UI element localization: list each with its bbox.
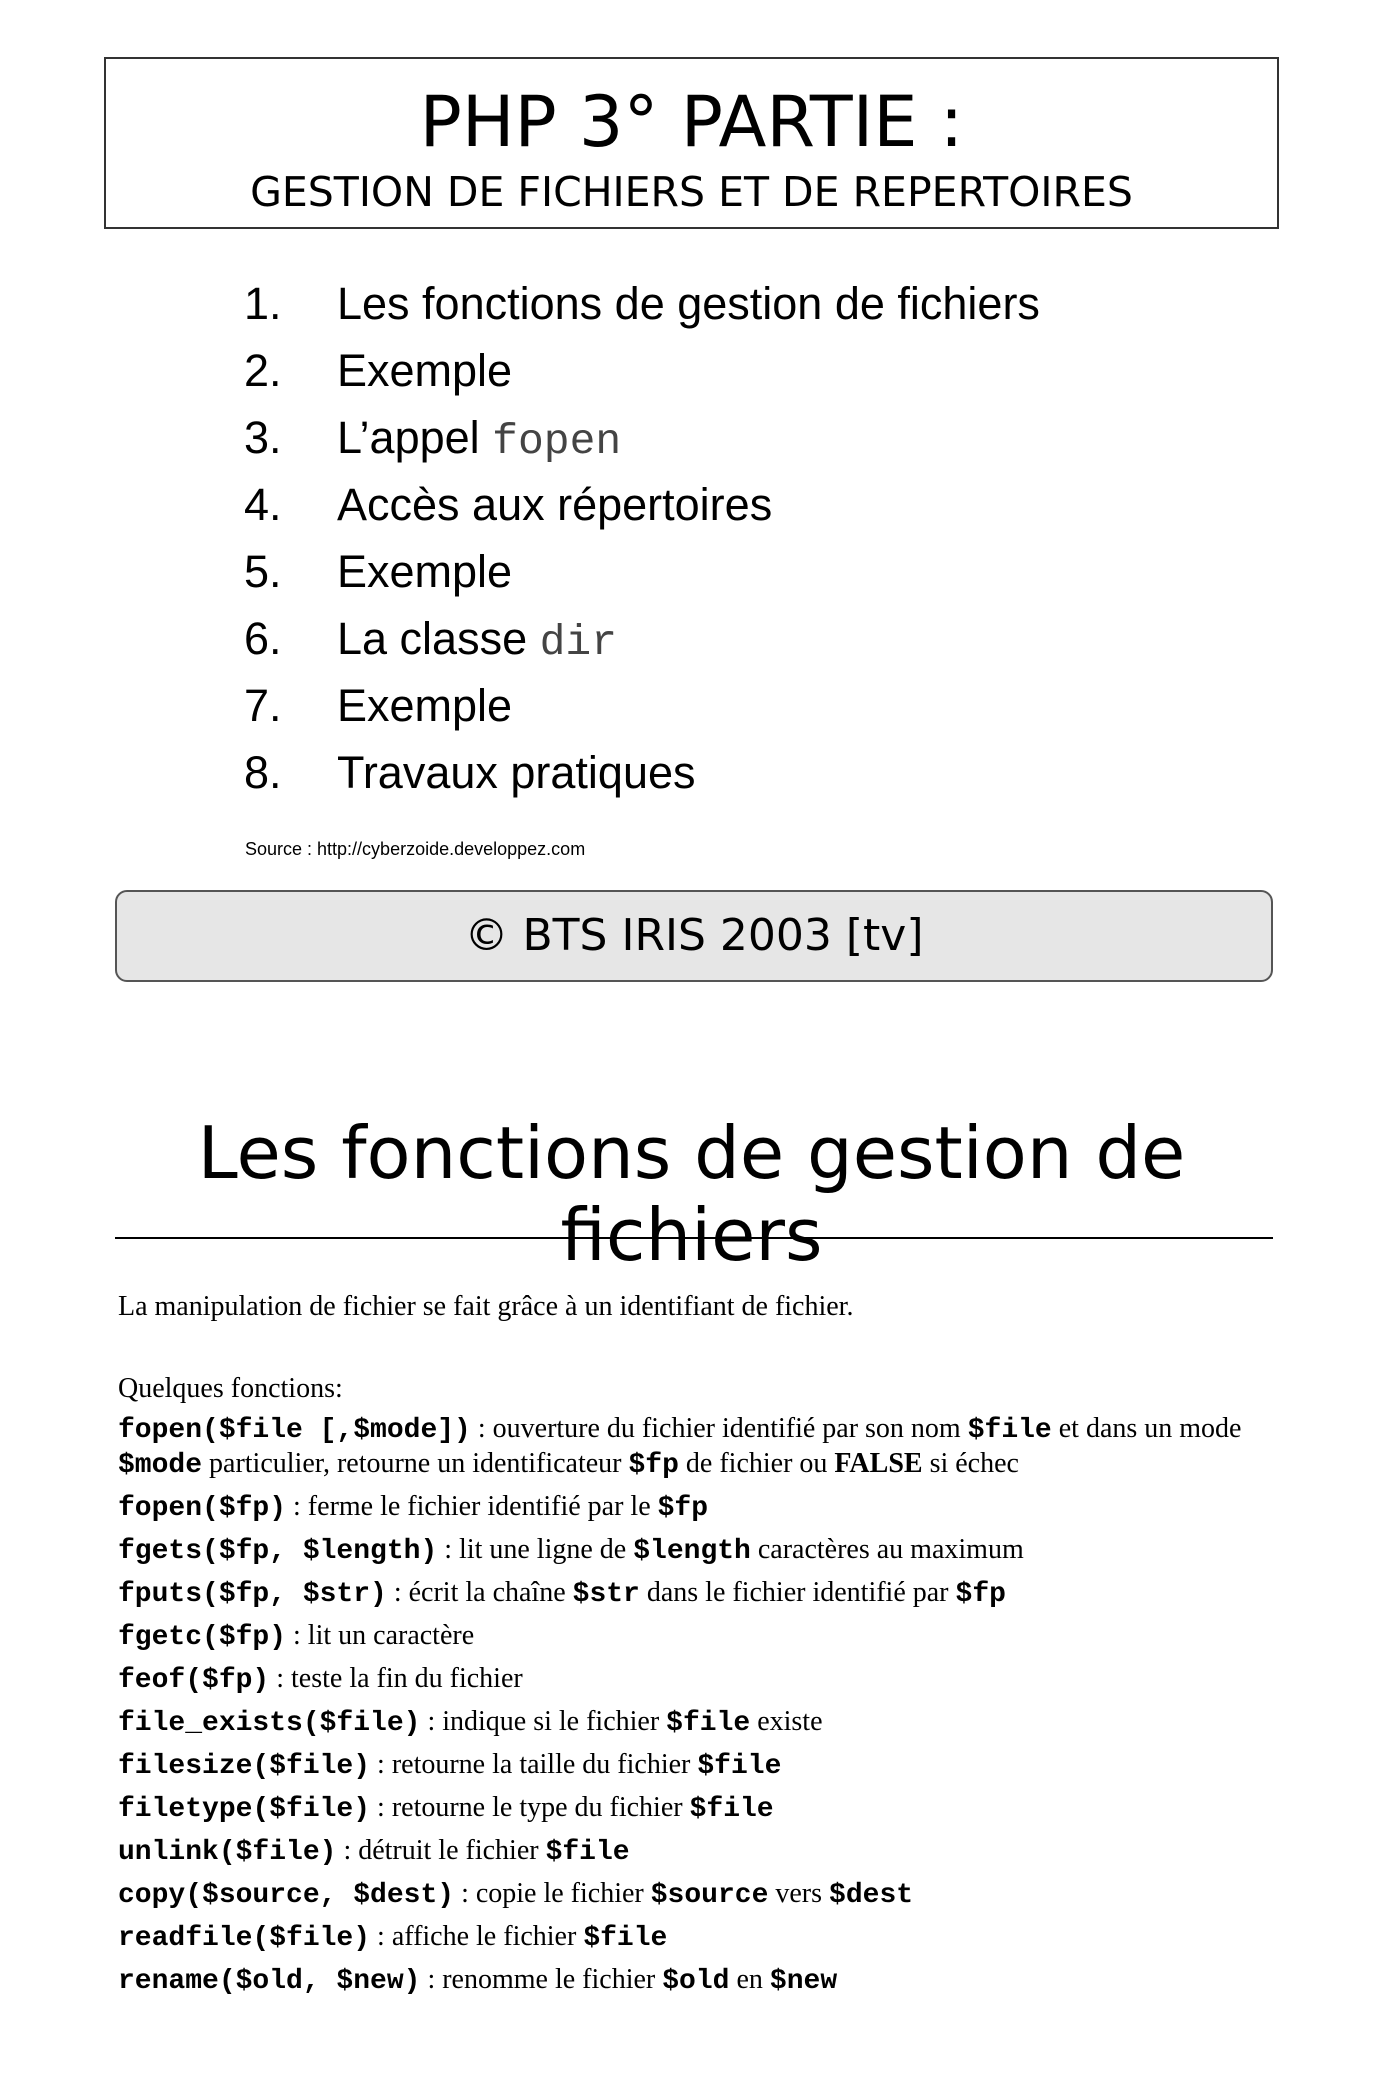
code-text: $fp: [657, 1493, 709, 1524]
toc-item: [244, 672, 1040, 739]
code-text: $mode: [118, 1450, 203, 1481]
code-text: copy($source, $dest): [118, 1880, 455, 1911]
code-text: filesize($file): [118, 1751, 371, 1782]
toc-item: [244, 471, 1040, 538]
toc-number: 1.: [244, 278, 282, 329]
description-text: vers: [768, 1878, 830, 1909]
code-text: rename($old, $new): [118, 1966, 421, 1997]
toc-code: dir: [539, 618, 618, 667]
page-title: PHP 3° PARTIE :: [419, 81, 964, 163]
description-text: dans le fichier identifié par: [639, 1577, 956, 1608]
function-item: [118, 1963, 1278, 1998]
description-text: : écrit la chaîne: [386, 1577, 573, 1608]
toc-number: 5.: [244, 546, 282, 597]
function-list: [118, 1412, 1278, 2006]
description-text: : indique si le fichier: [420, 1706, 667, 1737]
functions-heading: Quelques fonctions:: [118, 1373, 343, 1404]
description-text: : ferme le fichier identifié par le: [286, 1491, 658, 1522]
description-text: et dans un mode: [1051, 1413, 1242, 1444]
code-text: $source: [650, 1880, 769, 1911]
toc-number: 7.: [244, 680, 282, 731]
code-text: fopen($fp): [118, 1493, 287, 1524]
function-item: [118, 1412, 1278, 1482]
toc-item: [244, 270, 1040, 337]
description-text: : renomme le fichier: [420, 1964, 663, 1995]
code-text: $new: [769, 1966, 838, 1997]
bold-text: FALSE: [834, 1448, 923, 1479]
intro-paragraph: La manipulation de fichier se fait grâce à un identifiant de fichier.: [118, 1291, 854, 1322]
toc-text: Les fonctions de gestion de fichiers: [337, 278, 1040, 329]
toc-number: 4.: [244, 479, 282, 530]
toc-number: 6.: [244, 613, 282, 664]
toc-number: 2.: [244, 345, 282, 396]
toc-text: Accès aux répertoires: [337, 479, 773, 530]
code-text: $fp: [955, 1579, 1006, 1610]
function-item: [118, 1490, 1278, 1525]
toc-item: [244, 337, 1040, 404]
description-text: de fichier ou: [678, 1448, 835, 1479]
section-divider: [115, 1237, 1273, 1239]
code-text: $file: [583, 1923, 668, 1954]
toc-text: La classe: [337, 613, 540, 664]
code-text: $old: [662, 1966, 730, 1997]
function-item: [118, 1576, 1278, 1611]
description-text: : teste la fin du fichier: [269, 1663, 523, 1694]
function-item: [118, 1834, 1278, 1869]
title-box: [104, 57, 1279, 229]
description-text: si échec: [922, 1448, 1019, 1479]
code-text: $str: [572, 1579, 640, 1610]
code-text: $file: [697, 1751, 782, 1782]
description-text: caractères au maximum: [750, 1534, 1024, 1565]
toc-number: 3.: [244, 412, 282, 463]
toc-text: Exemple: [337, 680, 513, 731]
toc-text: Exemple: [337, 546, 513, 597]
function-item: [118, 1920, 1278, 1955]
code-text: $file: [666, 1708, 751, 1739]
code-text: feof($fp): [118, 1665, 270, 1696]
code-text: file_exists($file): [118, 1708, 421, 1739]
copyright-banner: © BTS IRIS 2003 [tv]: [115, 890, 1273, 982]
code-text: fgetc($fp): [118, 1622, 287, 1653]
toc-item: [244, 739, 1040, 806]
code-text: readfile($file): [118, 1923, 371, 1954]
description-text: : lit un caractère: [286, 1620, 475, 1651]
function-item: [118, 1791, 1278, 1826]
code-text: filetype($file): [118, 1794, 371, 1825]
function-item: [118, 1662, 1278, 1697]
description-text: : ouverture du fichier identifié par son nom: [470, 1413, 968, 1444]
code-text: $file: [689, 1794, 774, 1825]
description-text: : détruit le fichier: [336, 1835, 546, 1866]
toc-text: Travaux pratiques: [337, 747, 696, 798]
description-text: existe: [750, 1706, 823, 1737]
toc-text: L’appel: [337, 412, 493, 463]
function-item: [118, 1748, 1278, 1783]
description-text: particulier, retourne un identificateur: [202, 1448, 629, 1479]
function-item: [118, 1533, 1278, 1568]
code-text: fopen($file [,$mode]): [118, 1415, 471, 1446]
function-item: [118, 1705, 1278, 1740]
code-text: $dest: [829, 1880, 914, 1911]
code-text: fgets($fp, $length): [118, 1536, 438, 1567]
function-item: [118, 1619, 1278, 1654]
toc-code: fopen: [492, 417, 622, 466]
toc-item: [244, 404, 1040, 471]
description-text: : affiche le fichier: [370, 1921, 584, 1952]
code-text: $length: [633, 1536, 751, 1567]
code-text: $file: [545, 1837, 630, 1868]
function-item: [118, 1877, 1278, 1912]
description-text: : copie le fichier: [454, 1878, 651, 1909]
code-text: fputs($fp, $str): [118, 1579, 387, 1610]
source-note: Source : http://cyberzoide.developpez.com: [245, 839, 586, 859]
toc-number: 8.: [244, 747, 282, 798]
description-text: : lit une ligne de: [437, 1534, 634, 1565]
description-text: : retourne le type du fichier: [370, 1792, 690, 1823]
description-text: : retourne la taille du fichier: [370, 1749, 698, 1780]
table-of-contents: [244, 270, 1040, 806]
code-text: $fp: [628, 1450, 679, 1481]
toc-item: [244, 605, 1040, 672]
toc-text: Exemple: [337, 345, 513, 396]
toc-item: [244, 538, 1040, 605]
description-text: en: [729, 1964, 770, 1995]
section-title: Les fonctions de gestion de fichiers: [197, 1111, 1186, 1277]
code-text: unlink($file): [118, 1837, 337, 1868]
code-text: $file: [967, 1415, 1052, 1446]
page-subtitle: GESTION DE FICHIERS ET DE REPERTOIRES: [250, 168, 1133, 216]
